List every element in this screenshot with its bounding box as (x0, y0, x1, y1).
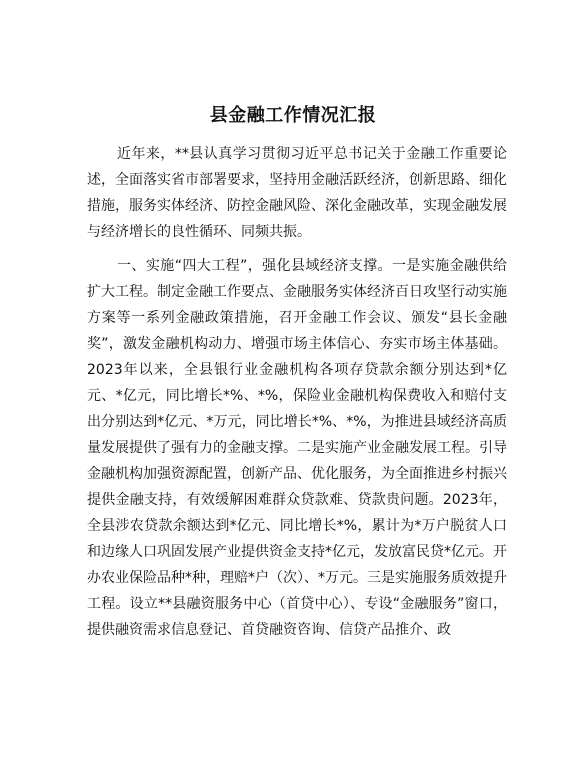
paragraph-four-projects: 一、实施“四大工程”，强化县域经济支撑。一是实施金融供给扩大工程。制定金融工作要点、金融服务实体经济百日攻坚行动实施方案等一系列金融政策措施，召开金融工作会议、颁发“县长金融奖”，激发金融机构动力、增强市场主体信心、夯实市场主体基础。2023年以来，全县银行业金融机构各项存贷款余额分别达到*亿元、*亿元，同比增长*%、*%，保险业金融机构保费收入和赔付支出分别达到*亿元、*万元，同比增长*%、*%，为推进县域经济高质量发展提供了强有力的金融支撑。二是实施产业金融发展工程。引导金融机构加强资源配置，创新产品、优化服务，为全面推进乡村振兴提供金融支持，有效缓解困难群众贷款难、贷款贵问题。2023年，全县涉农贷款余额达到*亿元、同比增长*%，累计为*万户脱贫人口和边缘人口巩固发展产业提供资金支持*亿元，发放富民贷*亿元。开办农业保险品种*种，理赔*户（次）、*万元。三是实施服务质效提升工程。设立**县融资服务中心（首贷中心）、专设“金融服务”窗口，提供融资需求信息登记、首贷融资咨询、信贷产品推介、政 (87, 258, 507, 638)
document-title: 县金融工作情况汇报 (209, 105, 377, 126)
paragraph-intro: 近年来，**县认真学习贯彻习近平总书记关于金融工作重要论述，全面落实省市部署要求，坚持用金融活跃经济，创新思路、细化措施，服务实体经济、防控金融风险、深化金融改革，实现金融发展与经济增长的良性循环、同频共振。 (87, 146, 507, 240)
